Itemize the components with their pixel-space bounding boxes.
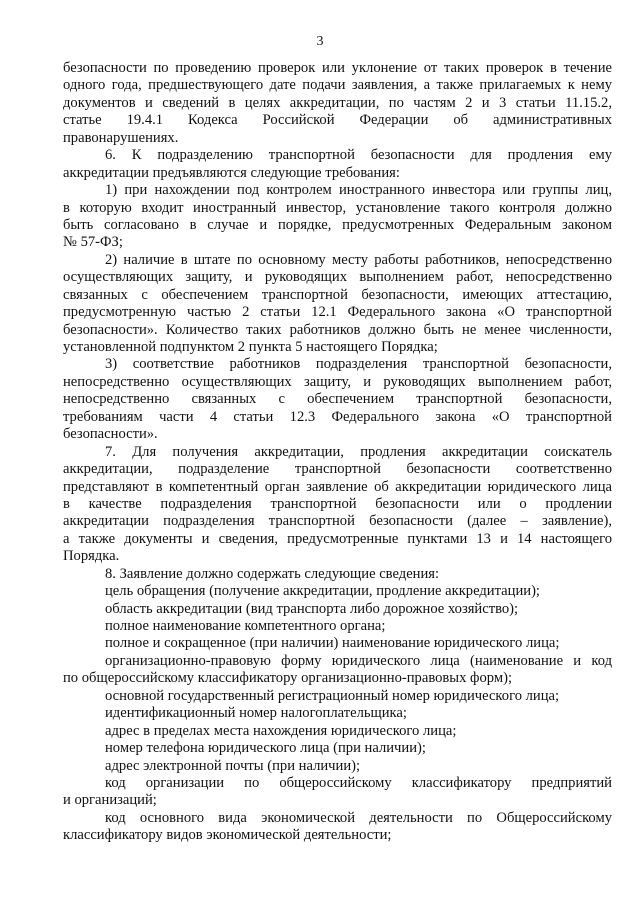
- text-line: правонарушениях.: [63, 129, 179, 146]
- text-line: представляют в компетентный орган заявление об аккредитации юридического лица: [63, 478, 612, 495]
- text-line: а также документы и сведения, предусмотренные пунктами 13 и 14 настоящего: [63, 530, 612, 547]
- text-line: и организаций;: [63, 792, 157, 809]
- text-line: цель обращения (получение аккредитации, продление аккредитации);: [105, 583, 540, 600]
- text-line: организационно-правовую форму юридического лица (наименование и код: [105, 652, 612, 669]
- text-line: одного года, предшествующего дате подачи заявления, а также прилагаемых к нему: [63, 77, 612, 94]
- text-line: статье 19.4.1 Кодекса Российской Федерации об административных: [63, 112, 612, 129]
- text-line: непосредственно осуществляющих защиту, и руководящих выполнением работ,: [63, 373, 612, 390]
- text-line: быть согласовано в случае и порядке, предусмотренных Федеральным законом: [63, 216, 612, 233]
- text-line: документов и сведений в целях аккредитации, по частям 2 и 3 статьи 11.15.2,: [63, 94, 612, 111]
- document-body: [63, 60, 612, 845]
- text-line: безопасности». Количество таких работников должно быть не менее численности,: [63, 321, 612, 338]
- text-line: полное и сокращенное (при наличии) наименование юридического лица;: [105, 635, 560, 652]
- text-line: установленной подпунктом 2 пункта 5 настоящего Порядка;: [63, 339, 438, 355]
- text-line: в которую входит иностранный инвестор, установление такого контроля должно: [63, 199, 612, 216]
- page-number: 3: [316, 34, 324, 49]
- text-line: предусмотренную частью 2 статьи 12.1 Федерального закона «О транспортной: [63, 304, 612, 321]
- text-line: 1) при нахождении под контролем иностранного инвестора или группы лиц,: [105, 182, 612, 199]
- text-line: классификатору видов экономической деятельности;: [63, 827, 392, 844]
- text-line: 8. Заявление должно содержать следующие сведения:: [105, 565, 440, 582]
- text-line: требованиям части 4 статьи 12.3 Федерального закона «О транспортной: [63, 408, 612, 425]
- text-line: адрес в пределах места нахождения юридического лица;: [105, 722, 457, 739]
- text-line: идентификационный номер налогоплательщика;: [105, 705, 407, 722]
- text-line: по общероссийскому классификатору организационно-правовых форм);: [63, 670, 513, 687]
- text-line: № 57-ФЗ;: [63, 234, 123, 251]
- text-line: безопасности по проведению проверок или уклонение от таких проверок в течение: [63, 60, 612, 76]
- text-line: аккредитации предъявляются следующие требования:: [63, 164, 400, 181]
- text-line: безопасности».: [63, 426, 158, 443]
- text-line: осуществляющих защиту, и руководящих выполнением работ, непосредственно: [63, 269, 612, 286]
- text-line: непосредственно связанных с обеспечением транспортной безопасности,: [63, 391, 612, 408]
- text-line: область аккредитации (вид транспорта либо дорожное хозяйство);: [105, 600, 519, 617]
- text-line: 3) соответствие работников подразделения транспортной безопасности,: [105, 356, 612, 373]
- text-line: аккредитации, подразделение транспортной безопасности соответственно: [63, 461, 612, 478]
- text-line: 6. К подразделению транспортной безопасности для продления ему: [105, 147, 612, 164]
- text-line: в качестве подразделения транспортной безопасности или о продлении: [63, 495, 612, 512]
- text-line: код организации по общероссийскому классификатору предприятий: [105, 774, 612, 791]
- text-line: Порядка.: [63, 548, 120, 565]
- text-line: полное наименование компетентного органа;: [105, 618, 386, 634]
- text-line: 2) наличие в штате по основному месту работы работников, непосредственно: [105, 251, 612, 268]
- text-line: адрес электронной почты (при наличии);: [105, 757, 361, 774]
- text-line: номер телефона юридического лица (при наличии);: [105, 740, 426, 757]
- text-line: связанных с обеспечением транспортной безопасности, имеющих аттестацию,: [63, 286, 612, 303]
- text-line: 7. Для получения аккредитации, продления аккредитации соискатель: [105, 443, 612, 460]
- text-line: код основного вида экономической деятельности по Общероссийскому: [105, 809, 612, 826]
- text-line: основной государственный регистрационный номер юридического лица;: [105, 687, 560, 704]
- text-line: аккредитации подразделения транспортной безопасности (далее – заявление),: [63, 513, 612, 530]
